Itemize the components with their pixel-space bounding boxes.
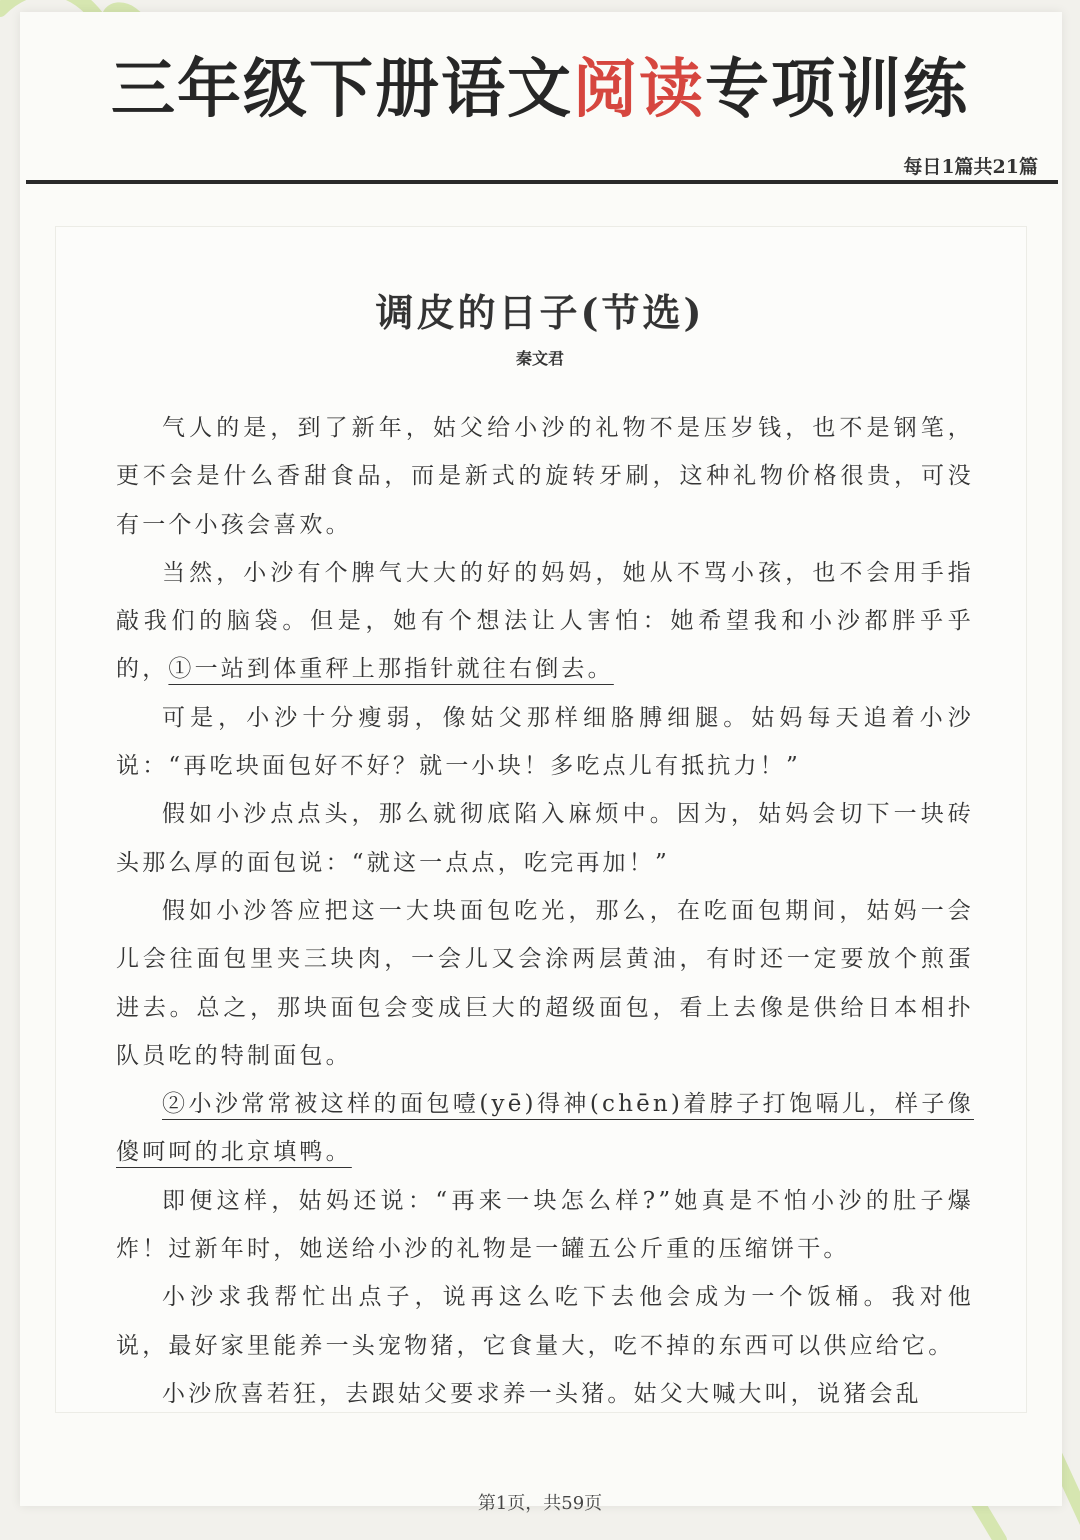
page-number: 第1页，共59页 [477, 1493, 603, 1514]
paragraph: 小沙欣喜若狂，去跟姑父要求养一头猪。姑父大喊大叫，说猪会乱 [162, 1380, 922, 1407]
article-title: 调皮的日子(节选) [375, 290, 705, 335]
paragraph [116, 549, 974, 694]
article-author: 秦文君 [515, 349, 564, 368]
paragraph-text: 当然，小沙有个脾气大大的好的妈妈，她从不骂小孩，也不会用手指敲我们的脑袋。但是，她有个想法让人害怕：她希望我和小沙都胖乎乎的， [116, 559, 974, 683]
paragraph: 假如小沙点点头，那么就彻底陷入麻烦中。因为，姑妈会切下一块砖头那么厚的面包说：“就这一点点，吃完再加！” [116, 801, 974, 876]
paragraph: 气人的是，到了新年，姑父给小沙的礼物不是压岁钱，也不是钢笔，更不会是什么香甜食品，而是新式的旋转牙刷，这种礼物价格很贵，可没有一个小孩会喜欢。 [116, 415, 974, 538]
underlined-sentence-1: ①一站到体重秤上那指针就往右倒去。 [168, 656, 614, 683]
paragraph [116, 1080, 974, 1177]
schedule-note: 每日1篇共21篇 [903, 156, 1038, 178]
title-highlight: 阅读 [573, 53, 705, 127]
paragraph: 即便这样，姑妈还说：“再来一块怎么样?”她真是不怕小沙的肚子爆炸！过新年时，她送给小沙的礼物是一罐五公斤重的压缩饼干。 [116, 1187, 974, 1263]
underlined-sentence-2: ②小沙常常被这样的面包噎(yē)得神(chēn)着脖子打饱嗝儿，样子像傻呵呵的北京填鸭。 [116, 1091, 974, 1166]
paragraph: 小沙求我帮忙出点子，说再这么吃下去他会成为一个饭桶。我对他说，最好家里能养一头宠物猪，它食量大，吃不掉的东西可以供应给它。 [116, 1284, 974, 1359]
article-body [116, 404, 974, 1418]
worksheet-title [0, 38, 1080, 130]
paragraph: 假如小沙答应把这一大块面包吃光，那么，在吃面包期间，姑妈一会儿会往面包里夹三块肉，一会儿又会涂两层黄油，有时还一定要放个煎蛋进去。总之，那块面包会变成巨大的超级面包，看上去像是供给日本相扑队员吃的特制面包。 [116, 897, 974, 1069]
header-divider [26, 180, 1058, 184]
paragraph: 可是，小沙十分瘦弱，像姑父那样细胳膊细腿。姑妈每天追着小沙说：“再吃块面包好不好？就一小块！多吃点儿有抵抗力！” [116, 704, 974, 780]
title-suffix: 专项训练 [705, 53, 969, 127]
title-prefix: 三年级下册语文 [111, 53, 573, 127]
